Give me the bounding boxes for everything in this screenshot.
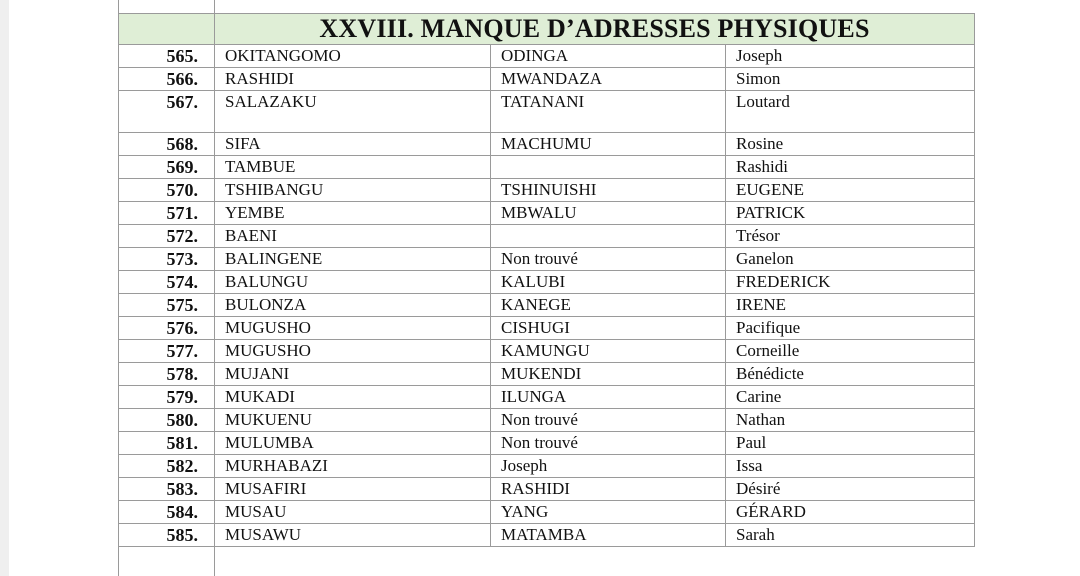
middle-name-cell: ILUNGA	[491, 386, 726, 409]
section-header-row	[119, 14, 975, 45]
header-blank-cell	[119, 14, 215, 45]
last-name-cell: TAMBUE	[215, 156, 491, 179]
first-name-cell: Simon	[726, 68, 975, 91]
last-name-cell: MUGUSHO	[215, 340, 491, 363]
middle-name-cell: MUKENDI	[491, 363, 726, 386]
middle-name-cell: KANEGE	[491, 294, 726, 317]
last-name-cell: MUKUENU	[215, 409, 491, 432]
last-name-cell: BULONZA	[215, 294, 491, 317]
row-number: 578.	[119, 363, 215, 386]
middle-name-cell: YANG	[491, 501, 726, 524]
last-name-cell: TSHIBANGU	[215, 179, 491, 202]
row-number: 584.	[119, 501, 215, 524]
middle-name-cell: KALUBI	[491, 271, 726, 294]
middle-name-cell	[491, 225, 726, 248]
table-row	[119, 202, 975, 225]
first-name-cell: Rosine	[726, 133, 975, 156]
last-name-cell: MUKADI	[215, 386, 491, 409]
last-name-cell: MUSAFIRI	[215, 478, 491, 501]
table-row	[119, 133, 975, 156]
first-name-cell: Corneille	[726, 340, 975, 363]
first-name-cell: EUGENE	[726, 179, 975, 202]
first-name-cell: IRENE	[726, 294, 975, 317]
last-name-cell: MURHABAZI	[215, 455, 491, 478]
first-name-cell: Loutard	[726, 91, 975, 133]
middle-name-cell: Non trouvé	[491, 432, 726, 455]
document-page	[9, 0, 1080, 576]
table-row	[119, 363, 975, 386]
first-name-cell: FREDERICK	[726, 271, 975, 294]
first-name-cell: Nathan	[726, 409, 975, 432]
first-name-cell: GÉRARD	[726, 501, 975, 524]
middle-name-cell: KAMUNGU	[491, 340, 726, 363]
last-name-cell: MULUMBA	[215, 432, 491, 455]
table-row	[119, 45, 975, 68]
row-number: 571.	[119, 202, 215, 225]
last-name-cell: BALUNGU	[215, 271, 491, 294]
row-number: 567.	[119, 91, 215, 133]
last-name-cell: SALAZAKU	[215, 91, 491, 133]
middle-name-cell: TSHINUISHI	[491, 179, 726, 202]
table-row	[119, 294, 975, 317]
first-name-cell: Sarah	[726, 524, 975, 547]
middle-name-cell: MWANDAZA	[491, 68, 726, 91]
row-number: 570.	[119, 179, 215, 202]
first-name-cell: Bénédicte	[726, 363, 975, 386]
middle-name-cell: MATAMBA	[491, 524, 726, 547]
first-name-cell: Trésor	[726, 225, 975, 248]
row-number: 579.	[119, 386, 215, 409]
middle-name-cell: MACHUMU	[491, 133, 726, 156]
middle-name-cell: ODINGA	[491, 45, 726, 68]
middle-name-cell	[491, 156, 726, 179]
table-row	[119, 524, 975, 547]
row-number: 583.	[119, 478, 215, 501]
table-row	[119, 271, 975, 294]
last-name-cell: SIFA	[215, 133, 491, 156]
table-row	[119, 432, 975, 455]
row-number: 580.	[119, 409, 215, 432]
row-number: 585.	[119, 524, 215, 547]
table-row	[119, 225, 975, 248]
table-row	[119, 455, 975, 478]
table-row	[119, 68, 975, 91]
first-name-cell: Pacifique	[726, 317, 975, 340]
row-number: 573.	[119, 248, 215, 271]
row-number: 574.	[119, 271, 215, 294]
row-number: 566.	[119, 68, 215, 91]
table-row	[119, 409, 975, 432]
first-name-cell: Désiré	[726, 478, 975, 501]
middle-name-cell: TATANANI	[491, 91, 726, 133]
row-number: 569.	[119, 156, 215, 179]
first-name-cell: Paul	[726, 432, 975, 455]
table-row	[119, 248, 975, 271]
middle-name-cell: MBWALU	[491, 202, 726, 225]
first-name-cell: Rashidi	[726, 156, 975, 179]
row-number: 568.	[119, 133, 215, 156]
table-row	[119, 317, 975, 340]
middle-name-cell: Joseph	[491, 455, 726, 478]
first-name-cell: Joseph	[726, 45, 975, 68]
row-number: 575.	[119, 294, 215, 317]
last-name-cell: RASHIDI	[215, 68, 491, 91]
last-name-cell: BAENI	[215, 225, 491, 248]
last-name-cell: MUSAU	[215, 501, 491, 524]
middle-name-cell: Non trouvé	[491, 409, 726, 432]
last-name-cell: BALINGENE	[215, 248, 491, 271]
first-name-cell: Issa	[726, 455, 975, 478]
table-row	[119, 179, 975, 202]
last-name-cell: YEMBE	[215, 202, 491, 225]
table-row	[119, 340, 975, 363]
section-title: XXVIII. MANQUE D’ADRESSES PHYSIQUES	[215, 14, 975, 45]
row-number: 582.	[119, 455, 215, 478]
names-table	[118, 13, 975, 547]
last-name-cell: MUJANI	[215, 363, 491, 386]
table-row	[119, 478, 975, 501]
first-name-cell: Ganelon	[726, 248, 975, 271]
table-row	[119, 156, 975, 179]
first-name-cell: PATRICK	[726, 202, 975, 225]
first-name-cell: Carine	[726, 386, 975, 409]
middle-name-cell: RASHIDI	[491, 478, 726, 501]
table-row	[119, 501, 975, 524]
table-row	[119, 386, 975, 409]
row-number: 577.	[119, 340, 215, 363]
row-number: 572.	[119, 225, 215, 248]
row-number: 576.	[119, 317, 215, 340]
row-number: 565.	[119, 45, 215, 68]
table-row	[119, 91, 975, 133]
middle-name-cell: Non trouvé	[491, 248, 726, 271]
row-number: 581.	[119, 432, 215, 455]
last-name-cell: OKITANGOMO	[215, 45, 491, 68]
last-name-cell: MUGUSHO	[215, 317, 491, 340]
middle-name-cell: CISHUGI	[491, 317, 726, 340]
last-name-cell: MUSAWU	[215, 524, 491, 547]
